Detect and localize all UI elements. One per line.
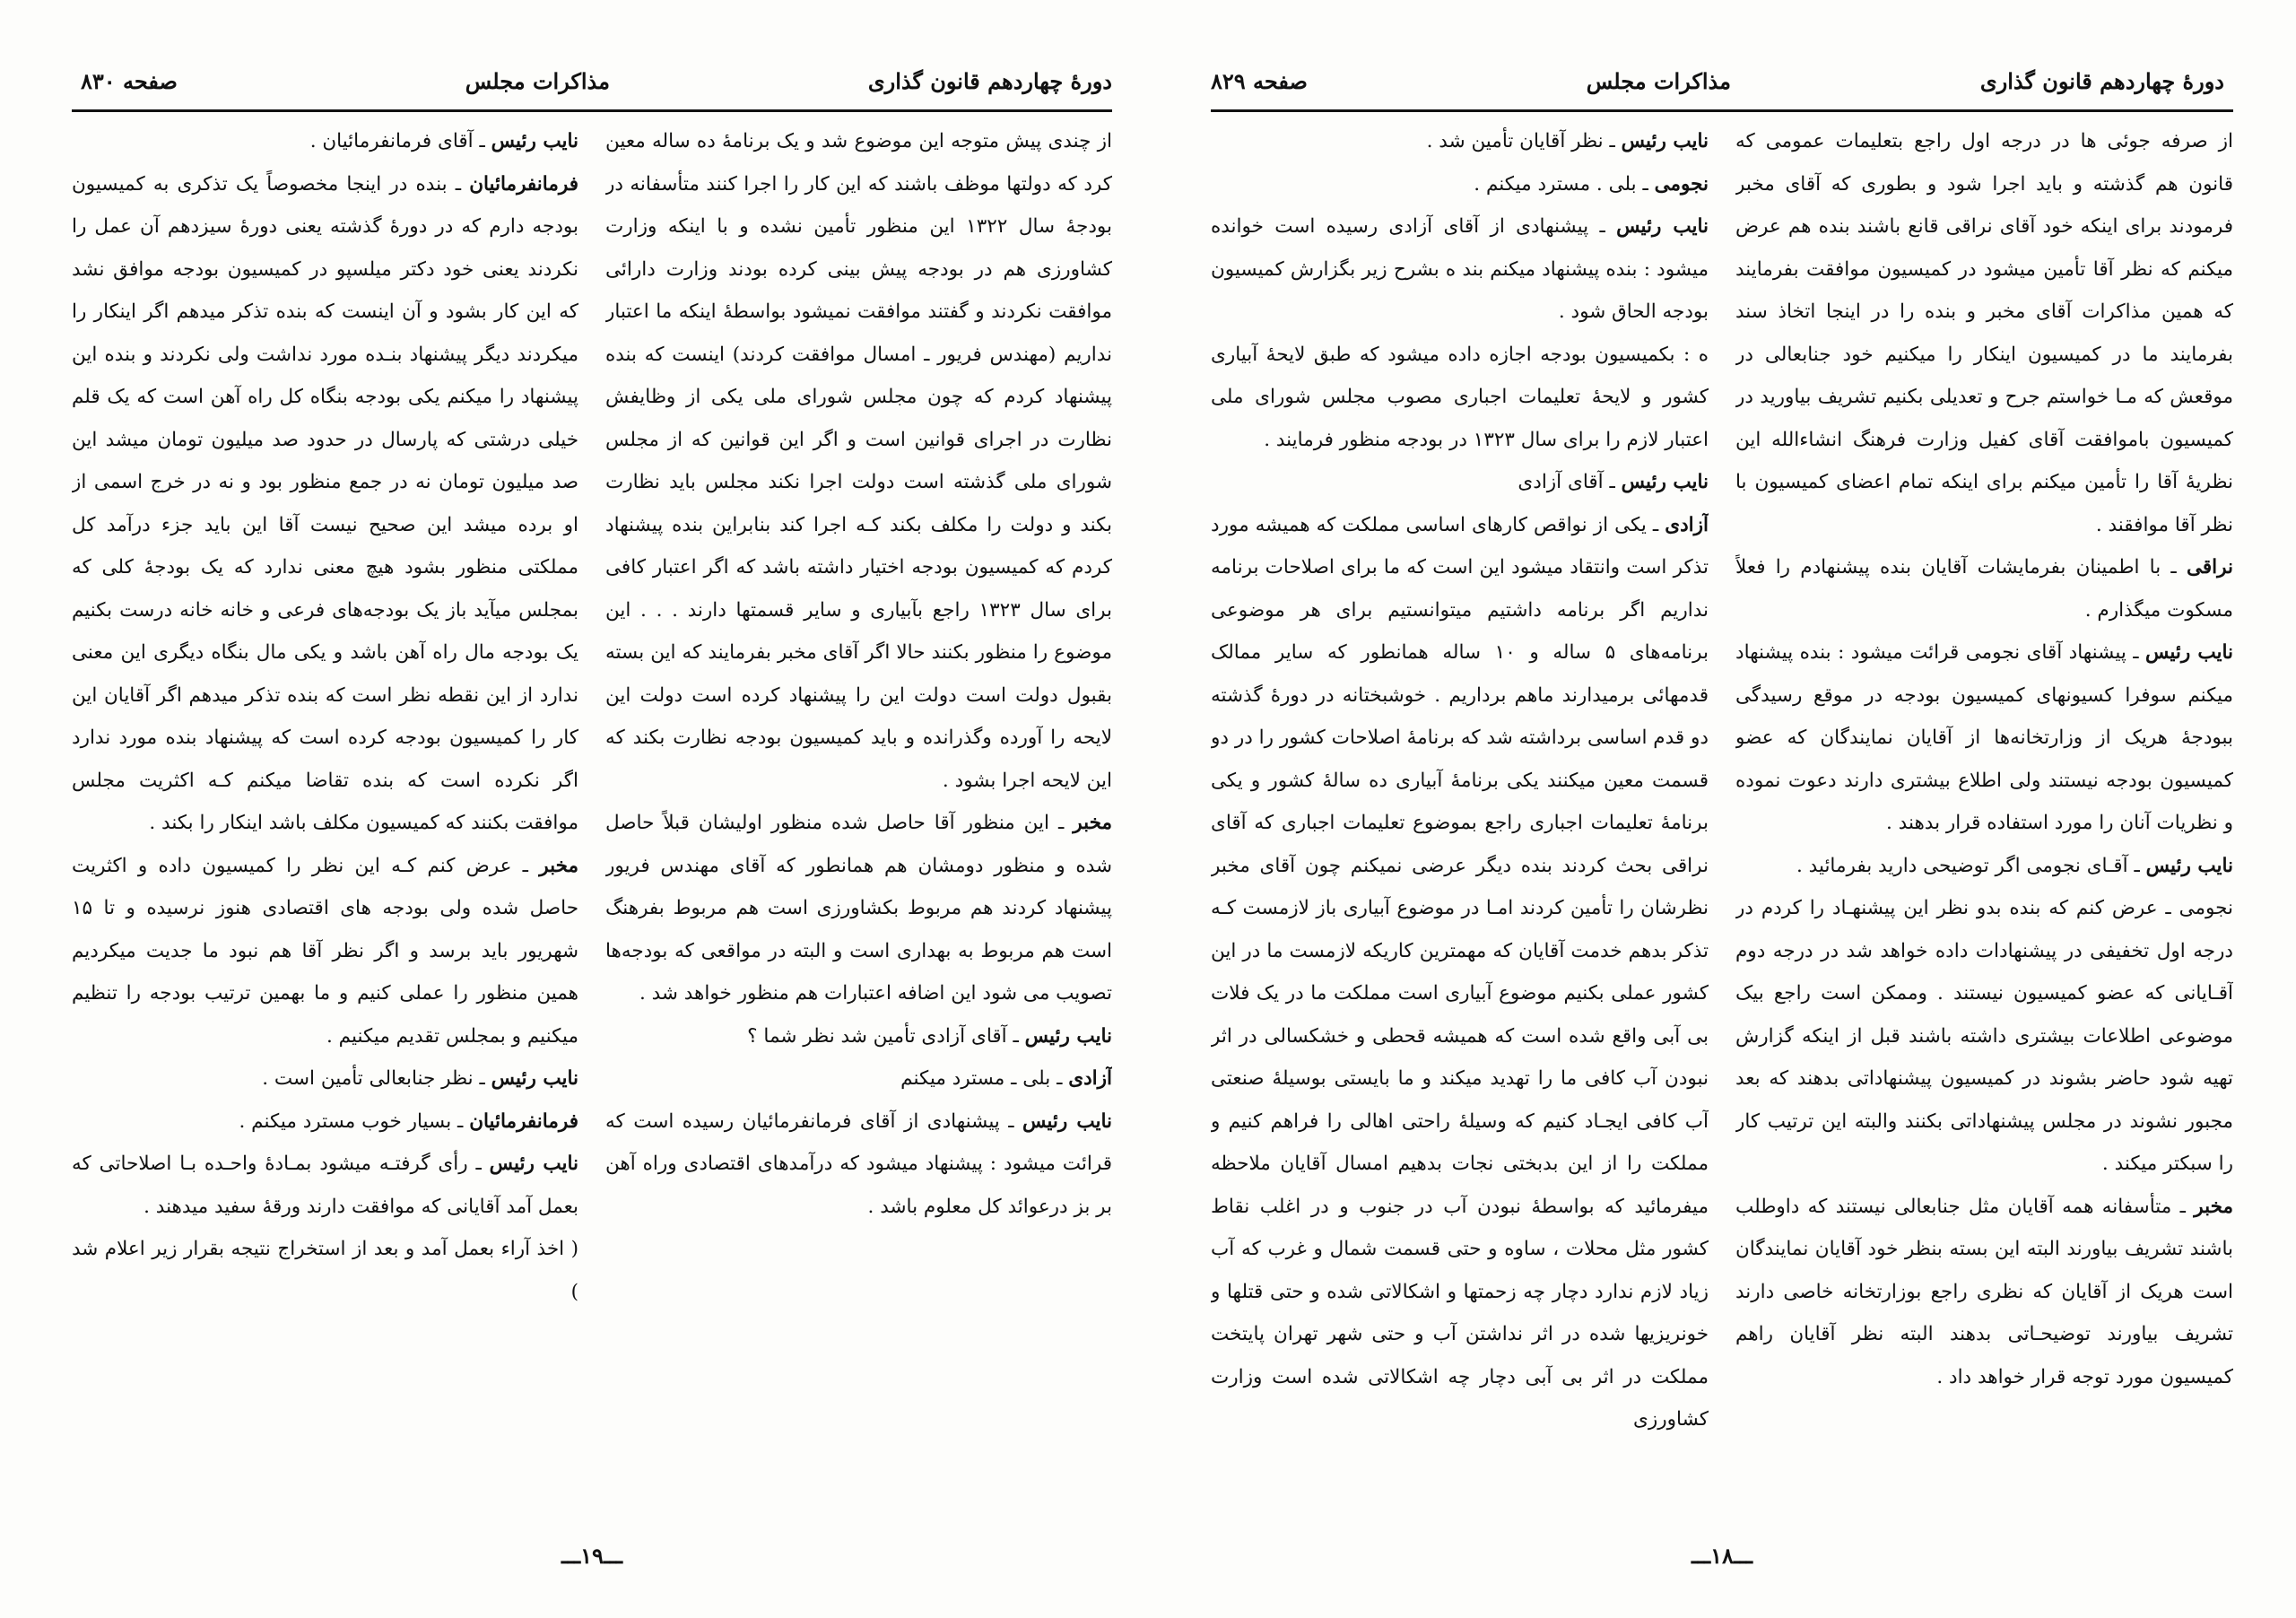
text-columns	[72, 120, 1112, 1525]
speaker-name: مخبر	[539, 854, 578, 877]
paragraph-text: ـ بلی ـ مسترد میکنم	[900, 1067, 1063, 1090]
header-term: دورهٔ چهاردهم قانون گذاری	[1979, 68, 2224, 94]
paragraph	[1211, 334, 1709, 462]
paragraph-text: ـ این منظور آقا حاصل شده منظور اولیشان قبلاً حاصل شده و منظور دومشان هم همانطور که آقای مهندس فریور پیشنهاد کردند هم مربوط بکشاورزی است هم مربوط بفرهنگ است هم مربوط به بهداری است و البته در مواقعی که بودجه‌ها تصویب می شود این اضافه اعتبارات هم منظور خواهد شد .	[605, 812, 1112, 1005]
speaker-name: نایب رئیس	[1024, 1024, 1112, 1048]
speaker-name: نایب رئیس	[489, 1153, 578, 1175]
column-right	[1735, 120, 2233, 1525]
paragraph	[1735, 631, 2233, 845]
paragraph-text: ـ یکی از نواقص کارهای اساسی مملکت که همیشه مورد تذکر است وانتقاد میشود این است که ما برای اصلاحات برنامه نداریم اگر برنامه داشتیم میتوانستیم برای هر موضوعی برنامه‌های ۵ ساله و ۱۰ ساله همانطور که سایر ممالک قدمهائی برمیدارند ماهم برداریم . خوشبختانه در دورهٔ گذشته دو قدم اساسی برداشته شد که برنامهٔ اصلاحات کشور را در دو قسمت معین میکنند یکی برنامهٔ آبیاری ده سالهٔ کشور و یکی برنامهٔ تعلیمات اجباری راجع بموضوع تعلیمات اجباری که آقای نراقی بحث کردند بنده دیگر عرضی نمیکنم چون آقای مخبر نظرشان را تأمین کردند امـا در موضوع آبیاری باز لازمست کـه تذکر بدهم خدمت آقایان که مهمترین کاریکه لازمست ما در این کشور عملی بکنیم موضوع آبیاری است مملکت ما در یک فلات بی آبی واقع شده است که همیشه قحطی و خشکسالی در اثر نبودن آب کافی ما را تهدید میکند و ما بایستی بوسیلهٔ صنعتی آب کافی ایجـاد کنیم که وسیلهٔ راحتی اهالی را فراهم کنیم و مملکت را از این بدبختی نجات بدهیم امسال آقایان ملاحظه میفرمائید که بواسطهٔ نبودن آب در جنوب و در اغلب نقاط کشور مثل محلات ، ساوه و حتی قسمت شمال و غرب که آب زیاد لازم ندارد دچار چه زحمتها و اشکالاتی شده و حتی قتلها و خونریزیها شده در اثر نداشتن آب و حتی شهر تهران پایتخت مملکت در اثر بی آبی دچار چه اشکالاتی شده است وزارت کشاورزی	[1211, 513, 1709, 1431]
speaker-name: نراقی	[2186, 556, 2233, 578]
paragraph-text: ـ نظر جنابعالی تأمین است .	[262, 1067, 485, 1090]
speaker-name: نایب رئیس	[1621, 471, 1709, 493]
paragraph	[1211, 461, 1709, 504]
paragraph	[605, 1057, 1112, 1100]
header-title: مذاکرات مجلس	[465, 68, 610, 94]
speaker-name: نایب رئیس	[1621, 130, 1709, 152]
speaker-name: نایب رئیس	[491, 1067, 578, 1090]
paragraph	[1211, 120, 1709, 163]
page-header	[1211, 63, 2233, 112]
paragraph-text: از چندی پیش متوجه این موضوع شد و یک برنامهٔ ده ساله معین کرد که دولتها موظف باشند که این کار را اجرا کنند متأسفانه در بودجهٔ سال ۱۳۲۲ این منظور تأمین نشده و با اینکه وزارت کشاورزی هم در بودجه پیش بینی کرده بودند وزارت دارائی موافقت نکردند و گفتند موافقت نمیشود بواسطهٔ اینکه ما اعتبار نداریم (مهندس فریور ـ امسال موافقت کردند) اینست که بنده پیشنهاد کردم که چون مجلس شورای ملی یکی از وظایفش نظارت در اجرای قوانین است و اگر این قوانین که از مجلس شورای ملی گذشته است دولت اجرا نکند مجلس باید نظارت بکند و دولت را مکلف بکند کـه اجرا کند بنابراین بنده پیشنهاد کردم که کمیسیون بودجه اختیار داشته باشد که اگر اعتبار کافی برای سال ۱۳۲۳ راجع بآبیاری و سایر قسمتها دارند . . . این موضوع را منظور بکنند حالا اگر آقای مخبر بفرمایند که این بسته بقبول دولت است دولت این را پیشنهاد کرده است دولت این لایحه را آورده وگذرانده و باید کمیسیون بودجه نظارت بکند که این لایحه اجرا بشود .	[605, 130, 1112, 792]
paragraph-text: ـ نظر آقایان تأمین شد .	[1426, 130, 1615, 152]
paragraph	[605, 1015, 1112, 1058]
paragraph	[72, 1057, 578, 1100]
speaker-name: نجومی	[1654, 172, 1709, 196]
speaker-name: آزادی	[1068, 1067, 1112, 1090]
paragraph-text: ـ بنده در اینجا مخصوصاً یک تذکری به کمیسیون بودجه دارم که در دورهٔ گذشته یعنی دورهٔ سیزدهم آن عمل را نکردند یعنی خود دکتر میلسپو در کمیسیون بودجه موافق نشد که این کار بشود و آن اینست که بنده تذکر میدهم اگر اینکار را میکردند دیگر پیشنهاد بنـده مورد نداشت ولی نکردند و بنده این پیشنهاد را میکنم یکی بودجه بنگاه کل راه آهن است که یک قلم خیلی درشتی که پارسال در حدود صد میلیون تومان میشد این صد میلیون تومان نه در جمع منظور بود و نه در خرج اسمی از او برده میشد این صحیح نیست آقا این باید جزء درآمد کل مملکتی منظور بشود هیچ معنی ندارد که یک بودجهٔ کلی که بمجلس میآید باز یک بودجه‌های فرعی و خانه خانه درست بکنیم یک بودجه مال راه آهن باشد و یکی مال بنگاه دیگری این معنی ندارد از این نقطه نظر است که بنده تذکر میدهم اگر آقایان این کار را کمیسیون بودجه کرده است که پیشنهاد بنده مورد ندارد اگر نکرده است که بنده تقاضا میکنم کـه اکثریت مجلس موافقت بکنند که کمیسیون مکلف باشد اینکار را بکند .	[72, 172, 578, 834]
paragraph-text: ـ آقای آزادی	[1518, 471, 1615, 493]
paragraph	[1735, 845, 2233, 888]
paragraph-text: ( اخذ آراء بعمل آمد و بعد از استخراج نتیجه بقرار زیر اعلام شد )	[72, 1238, 578, 1303]
paragraph-text: ـ بلی . مسترد میکنم .	[1474, 172, 1648, 196]
column-left	[1211, 120, 1709, 1525]
header-page-number: صفحه ۸۲۹	[1211, 68, 1308, 94]
paragraph	[1211, 205, 1709, 334]
speaker-name: نایب رئیس	[491, 130, 578, 152]
paragraph	[72, 845, 578, 1058]
paragraph-text: ـ آقـای نجومی اگر توضیحی دارید بفرمائید .	[1796, 854, 2140, 877]
paragraph	[72, 1143, 578, 1228]
speaker-name: نایب رئیس	[1022, 1109, 1112, 1133]
column-right	[605, 120, 1112, 1525]
paragraph-text: ـ پیشنهادی از آقای آزادی رسیده است خوانده میشود : بنده پیشنهاد میکنم بند ه بشرح زیر بگزارش کمیسیون بودجه الحاق شود .	[1211, 215, 1709, 323]
paragraph-text: ـ پیشنهاد آقای نجومی قرائت میشود : بنده پیشنهاد میکنم سوفرا کسیونهای کمیسیون بودجه در موقع رسیدگی ببودجهٔ هریک از وزارتخانه‌ها از آقایان نمایندگان که عضو کمیسیون بودجه نیستند ولی اطلاع بیشتری دارند دعوت نموده و نظریات آنان را مورد استفاده قرار بدهند .	[1735, 641, 2233, 834]
speaker-name: فرمانفرمائیان	[469, 1109, 578, 1133]
speaker-name: مخبر	[1073, 812, 1112, 834]
paragraph	[1735, 887, 2233, 1186]
paragraph	[1735, 546, 2233, 631]
paragraph-text: ه : بکمیسیون بودجه اجازه داده میشود که طبق لایحهٔ آبیاری کشور و لایحهٔ تعلیمات اجباری مصوب مجلس شورای ملی اعتبار لازم را برای سال ۱۳۲۳ در بودجه منظور فرمایند .	[1211, 343, 1709, 451]
paragraph-text: ـ رأی گرفتـه میشود بمـادهٔ واحـده بـا اصلاحاتی که بعمل آمد آقایانی که موافقت دارند ورقهٔ سفید میدهند .	[72, 1153, 578, 1218]
paragraph-text: ـ متأسفانه همه آقایان مثل جنابعالی نیستند که داوطلب باشند تشریف بیاورند البته این بسته بنظر خود آقایان نمایندگان است هریک از آقایان که نظری راجع بوزارتخانه خاصی دارند تشریف بیاورند توضیحـاتی بدهند البته نظر آقایان راهم کمیسیون مورد توجه قرار خواهد داد .	[1735, 1195, 2233, 1388]
page-header	[72, 63, 1112, 112]
paragraph	[72, 1228, 578, 1313]
speaker-name: آزادی	[1665, 513, 1709, 536]
paragraph-text: ـ پیشنهادی از آقای فرمانفرمائیان رسیده است که قرائت میشود : پیشنهاد میشود که درآمدهای اقتصادی وراه آهن بر بز درعوائد کل معلوم باشد .	[605, 1109, 1112, 1218]
speaker-name: نایب رئیس	[2145, 641, 2233, 664]
paragraph	[72, 1100, 578, 1144]
paragraph	[72, 120, 578, 163]
text-columns	[1211, 120, 2233, 1525]
speaker-name: نایب رئیس	[2145, 854, 2233, 877]
paragraph	[605, 120, 1112, 802]
paragraph	[1735, 1186, 2233, 1399]
paragraph-text: از صرفه جوئی ها در درجه اول راجع بتعلیمات عمومی که قانون هم گذشته و باید اجرا شود و بطوری که آقای مخبر فرمودند برای اینکه خود آقای نراقی قانع باشند بنده هم عرض میکنم که نظر آقا تأمین میشود در کمیسیون موافقت بفرمایند که همین مذاکرات آقای مخبر و بنده را در اینجا اتخاذ سند بفرمایند ما در کمیسیون اینکار را میکنیم خود جنابعالی در موقعش که مـا خواستم جرح و تعدیلی بکنیم تشریف بیاورید در کمیسیون باموافقت آقای کفیل وزارت فرهنگ انشاءالله این نظریهٔ آقا را تأمین میکنم برای اینکه تمام اعضای کمیسیون با نظر آقا موافقند .	[1735, 130, 2233, 536]
paragraph-text: ـ آقای فرمانفرمائیان .	[309, 130, 485, 152]
paragraph-text: ـ با اطمینان بفرمایشات آقایان بنده پیشنهادم را فعلاً مسکوت میگذارم .	[1735, 556, 2233, 622]
paragraph-text: نجومی ـ عرض کنم که بنده بدو نظر این پیشنهـاد را کردم در درجه اول تخفیفی در پیشنهادات داده خواهد شد در درجه دوم آقـایانی که عضو کمیسیون نیستند . وممکن است راجع بیک موضوعی اطلاعات بیشتری داشته باشند قبل از اینکه گزارش تهیه شود حاضر بشوند در کمیسیون پیشنهاداتی بدهند که بعد مجبور نشوند در مجلس پیشنهاداتی بکنند والبته این ترتیب کار را سبکتر میکند .	[1735, 897, 2233, 1175]
page-footer-number: ـــ۱۸ـــ	[1692, 1543, 1752, 1569]
paragraph	[1211, 163, 1709, 206]
page-829	[1211, 63, 2233, 1588]
speaker-name: فرمانفرمائیان	[469, 172, 578, 196]
paragraph-text: ـ عرض کنم کـه این نظر را کمیسیون داده و اکثریت حاصل شده ولی بودجه های اقتصادی هنوز نرسیده و تا ۱۵ شهریور باید برسد و اگر نظر آقا هم نبود ما جدیت میکردیم همین منظور را عملی کنیم و ما بهمین ترتیب بودجه را تنظیم میکنیم و بمجلس تقدیم میکنیم .	[72, 854, 578, 1048]
column-left	[72, 120, 578, 1525]
paragraph-text: ـ بسیار خوب مسترد میکنم .	[239, 1109, 464, 1133]
paragraph	[1211, 504, 1709, 1441]
speaker-name: مخبر	[2194, 1195, 2233, 1218]
page-830	[72, 63, 1112, 1588]
paragraph	[1735, 120, 2233, 546]
header-term: دورهٔ چهاردهم قانون گذاری	[867, 68, 1112, 94]
page-footer-number: ـــ۱۹ـــ	[561, 1543, 622, 1569]
paragraph	[72, 163, 578, 845]
paragraph	[605, 802, 1112, 1015]
header-title: مذاکرات مجلس	[1586, 68, 1731, 94]
paragraph-text: ـ آقای آزادی تأمین شد نظر شما ؟	[747, 1024, 1019, 1048]
speaker-name: نایب رئیس	[1616, 215, 1709, 238]
paragraph	[605, 1100, 1112, 1229]
header-page-number: صفحه ۸۳۰	[81, 68, 178, 94]
